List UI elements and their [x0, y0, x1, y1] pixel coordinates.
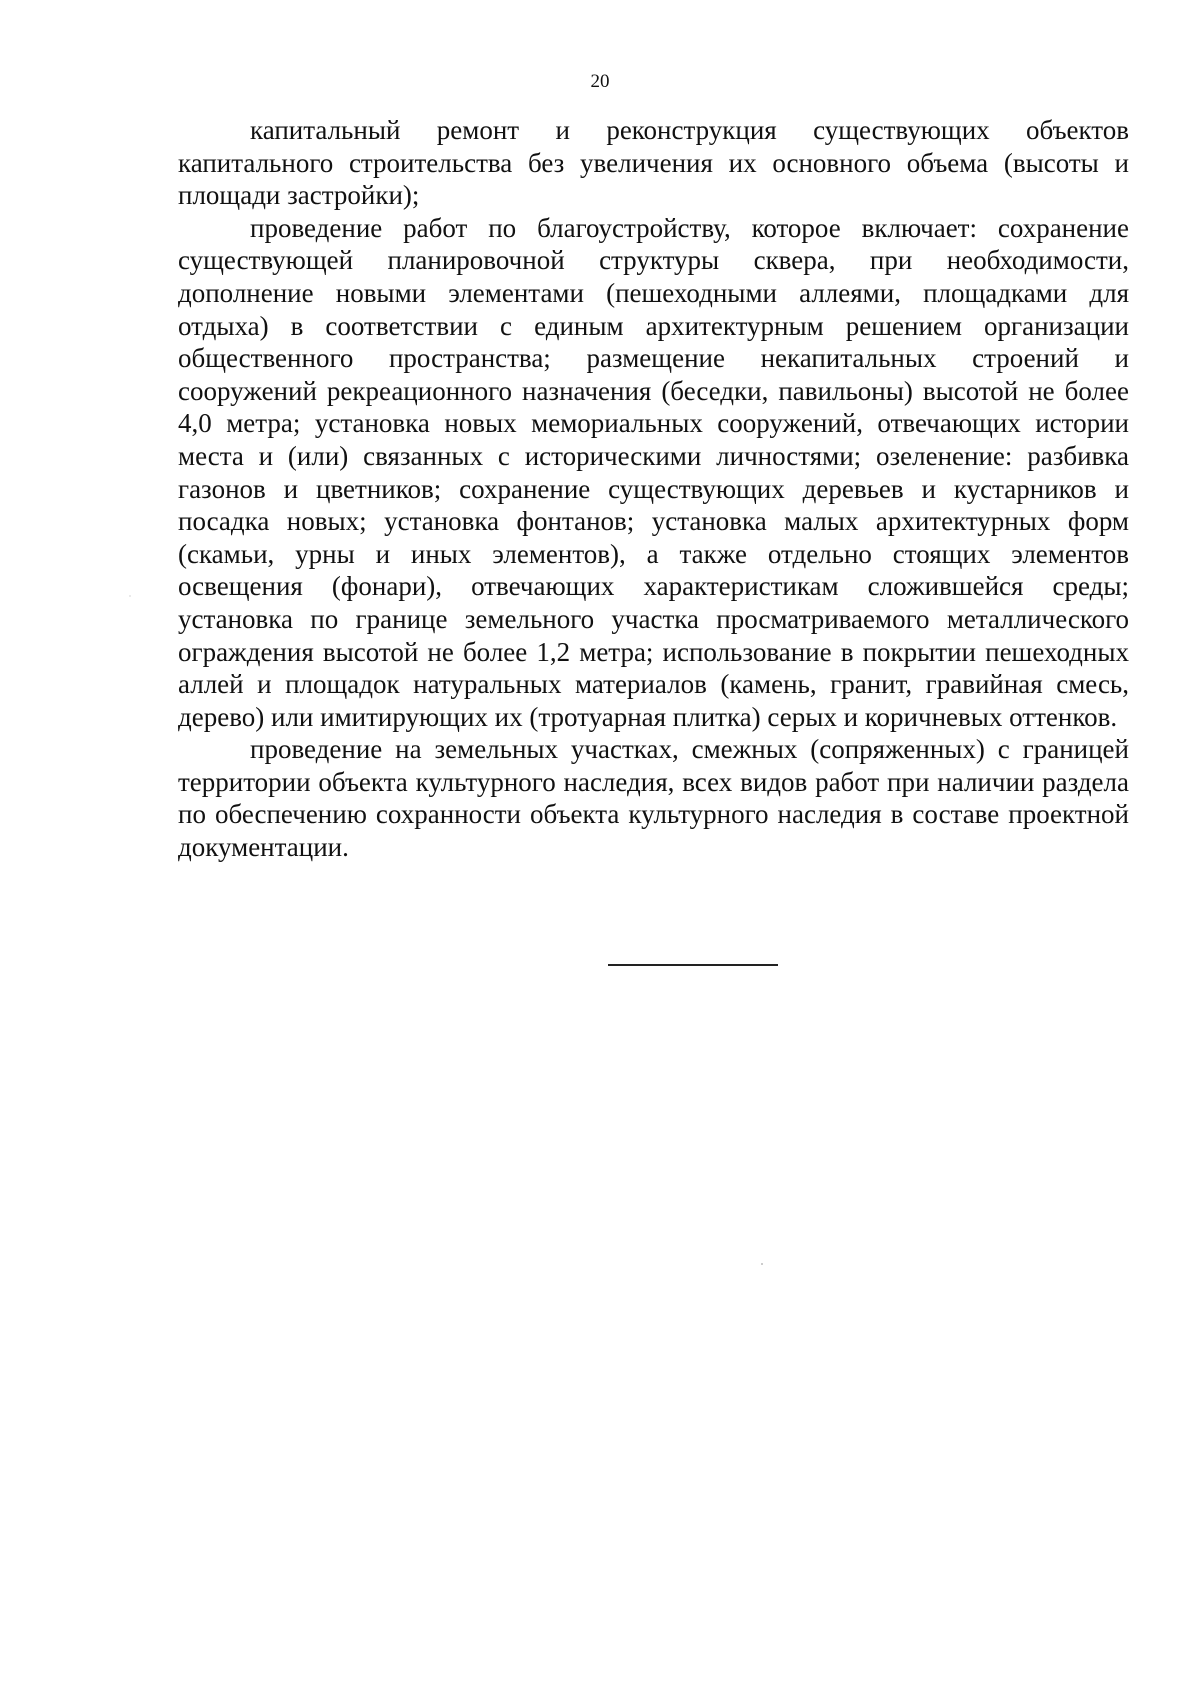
- scan-speck: [129, 595, 131, 597]
- page-number: 20: [590, 71, 610, 92]
- paragraph-capital-repair: капитальный ремонт и реконструкция существующих объектов капитального строительства без увеличения их основного объема (высоты и площади застройки);: [178, 115, 1129, 211]
- paragraph-adjacent-land-works: проведение на земельных участках, смежных (сопряженных) с границей территории объекта культурного наследия, всех видов работ при наличии раздела по обеспечению сохранности объекта культурного наследия в составе проектной документации.: [178, 734, 1129, 863]
- paragraph-landscaping-works: проведение работ по благоустройству, которое включает: сохранение существующей планировочной структуры сквера, при необходимости, дополнение новыми элементами (пешеходными аллеями, площадками для отдыха) в соответствии с единым архитектурным решением организации общественного пространства; размещение некапитальных строений и сооружений рекреационного назначения (беседки, павильоны) высотой не более 4,0 метра; установка новых мемориальных сооружений, отвечающих истории места и (или) связанных с историческими личностями; озеленение: разбивка газонов и цветников; сохранение существующих деревьев и кустарников и посадка новых; установка фонтанов; установка малых архитектурных форм (скамьи, урны и иных элементов), а также отдельно стоящих элементов освещения (фонари), отвечающих характеристикам сложившейся среды; установка по границе земельного участка просматриваемого металлического ограждения высотой не более 1,2 метра; использование в покрытии пешеходных аллей и площадок натуральных материалов (камень, гранит, гравийная смесь, дерево) или имитирующих их (тротуарная плитка) серых и коричневых оттенков.: [178, 212, 1129, 732]
- end-of-text-rule: [608, 964, 778, 966]
- document-body: [178, 114, 1129, 864]
- scan-speck: [761, 1263, 763, 1265]
